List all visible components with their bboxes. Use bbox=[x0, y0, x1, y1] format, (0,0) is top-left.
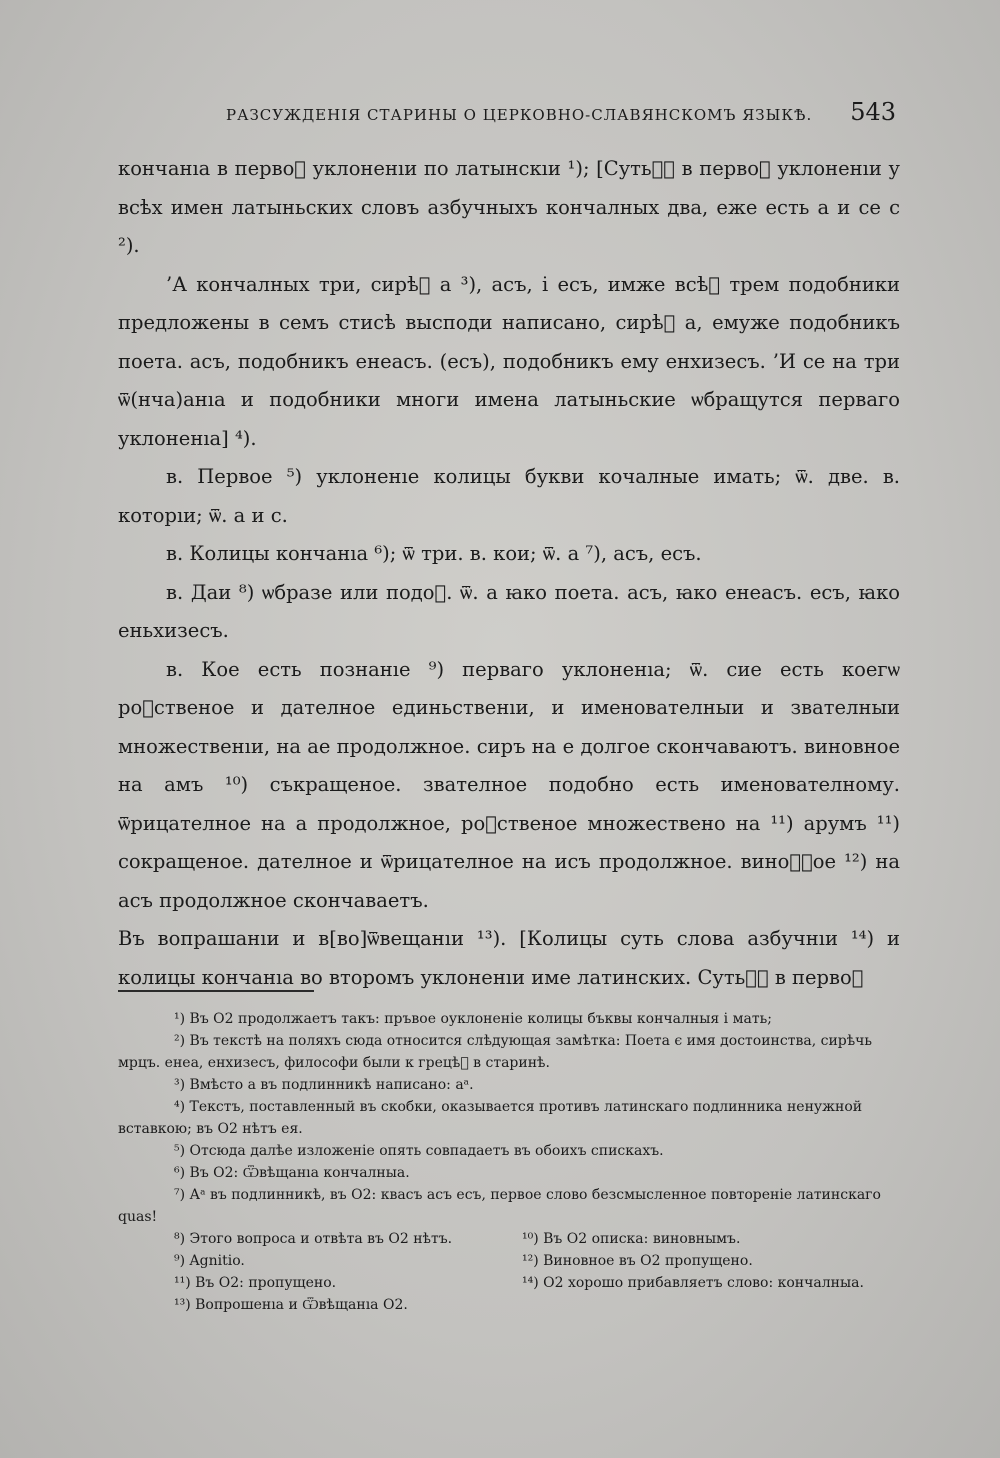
footnote: ³) Вмѣсто а въ подлинникѣ написано: аᵃ. bbox=[174, 1077, 474, 1093]
footnote: ⁸) Этого вопроса и отвѣта въ О2 нѣтъ. bbox=[174, 1231, 453, 1247]
footnote-column-left bbox=[118, 1228, 508, 1316]
footnote: ⁷) Аᵃ въ подлинникѣ, въ О2: квасъ асъ есъ, первое слово безсмысленное повтореніе латинскаго quas! bbox=[118, 1187, 881, 1225]
paragraph: в. Первое ⁵) уклоненıе колицы букви кочалные имать; ѿ. две. в. которıи; ѿ. а и с. bbox=[118, 465, 900, 527]
page-number: 543 bbox=[850, 98, 896, 126]
footnote-separator bbox=[118, 990, 314, 992]
footnote: ¹²) Виновное въ О2 пропущено. bbox=[522, 1253, 753, 1269]
footnote: ¹⁴) О2 хорошо прибавляетъ слово: кончалныа. bbox=[522, 1275, 864, 1291]
footnote: ⁵) Отсюда далѣе изложеніе опять совпадаетъ въ обоихъ спискахъ. bbox=[174, 1143, 664, 1159]
footnote: ⁴) Текстъ, поставленный въ скобки, оказывается противъ латинскаго подлинника ненужной вставкою; въ О2 нѣтъ ея. bbox=[118, 1099, 863, 1137]
footnote: ²) Въ текстѣ на поляхъ сюда относится слѣдующая замѣтка: Поета є имя достоинства, сирѣчь мрцъ. енеа, енхизесъ, философи были к грецѣⷨ в старинѣ. bbox=[118, 1033, 873, 1071]
running-title: РАЗСУЖДЕНІЯ СТАРИНЫ О ЦЕРКОВНО-СЛАВЯНСКОМЪ ЯЗЫКѢ. bbox=[226, 106, 813, 124]
paragraph: в. Даи ⁸) ѡбразе или подоⷠ. ѿ. а ꙗко поета. асъ, ꙗко енеасъ. есъ, ꙗко еньхизесъ. bbox=[118, 580, 900, 642]
paragraph: в. Кое есть познанıе ⁹) перваго уклоненıа; ѿ. сие есть коегѡ роⷣственое и дателное единьственıи, и именователныи и звателныи множественıи, на ае продолжное. сиръ на е долгое скончаваютъ. виновное на амъ ¹⁰) съкращеное. звателное подобно есть именователному. ѿрицателное на а продолжное, роⷣственое множествено на ¹¹) арумъ ¹¹) сокращеное. дателное и ѿрицателное на исъ продолжное. виноⷩ҇ое ¹²) на асъ продолжное скончаваетъ. bbox=[118, 657, 900, 912]
footnote: ¹¹) Въ О2: пропущено. bbox=[174, 1275, 337, 1291]
footnote-columns bbox=[118, 1228, 900, 1316]
paragraph: Въ вопрашанıи и в[во]ѿвещанıи ¹³). [Колицы суть слова азбучнıи ¹⁴) и колицы кончанıа во второмъ уклоненıи име латинских. Сутьⷤ҇ в первоⷨ bbox=[118, 927, 900, 989]
footnote: ⁶) Въ О2: Ѿвѣщанıа кончалныа. bbox=[174, 1165, 410, 1181]
paragraph: ’А кончалных три, сирѣⷱ а ³), асъ, і есъ, имже всѣⷨ трем подобники предложены в семъ стисѣ высподи написано, сирѣⷱ а, емуже подобникъ поета. асъ, подобникъ енеасъ. (есъ), подобникъ ему енхизесъ. ’И се на три ѿ(нча)анıа и подобники многи имена латыньские ѡбращутся перваго уклоненıа] ⁴). bbox=[118, 272, 900, 450]
footnote: ¹³) Вопрошенıа и Ѿвѣщанıа О2. bbox=[174, 1297, 408, 1313]
footnote: ⁹) Agnitio. bbox=[174, 1253, 245, 1269]
paragraph: в. Колицы кончанıа ⁶); ѿ три. в. кои; ѿ. а ⁷), асъ, есъ. bbox=[166, 542, 702, 565]
footnote-column-right bbox=[510, 1228, 900, 1316]
footnote: ¹⁰) Въ О2 описка: виновнымъ. bbox=[522, 1231, 741, 1247]
footnotes bbox=[118, 1008, 900, 1316]
footnote: ¹) Въ О2 продолжаетъ такъ: пръвое оуклоненіе колицы бъквы кончалныя і мать; bbox=[174, 1011, 772, 1027]
page-header bbox=[118, 98, 900, 134]
paragraph: кончанıа в первоⷨ уклоненıи по латынскıи ¹); [Сутьⷤ҇ в первоⷨ уклоненıи у всѣх имен латыньских словъ азбучныхъ кончалных два, еже есть а и се с ²). bbox=[118, 157, 900, 257]
main-text bbox=[118, 150, 900, 997]
